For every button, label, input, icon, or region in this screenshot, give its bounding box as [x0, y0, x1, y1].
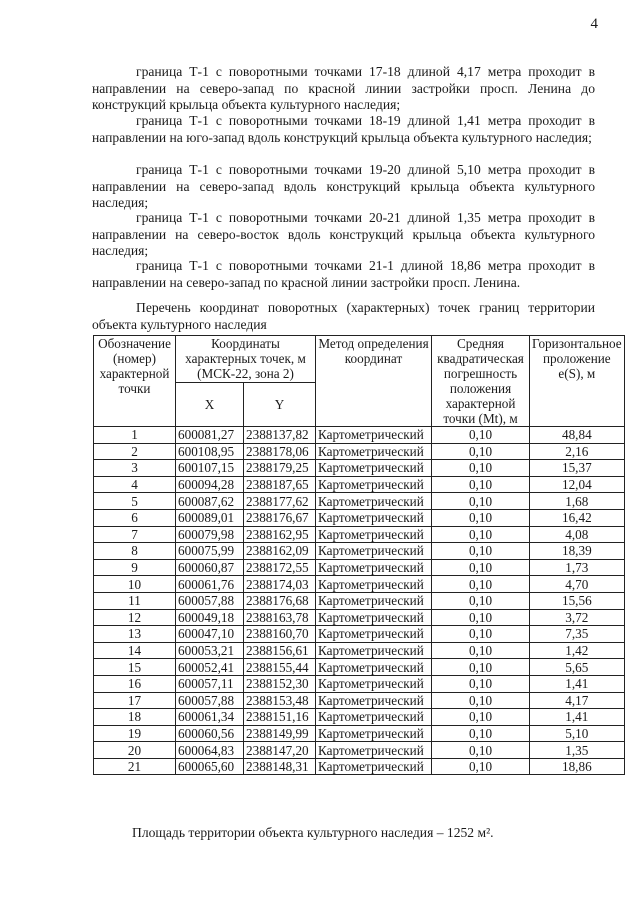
cell-y: 2388137,82 [244, 427, 316, 444]
cell-method: Картометрический [316, 592, 432, 609]
table-caption: Перечень координат поворотных (характерных) точек границ территории объекта культурного наследия [92, 300, 595, 332]
cell-method: Картометрический [316, 493, 432, 510]
cell-error: 0,10 [432, 592, 530, 609]
table-row [94, 692, 625, 709]
cell-error: 0,10 [432, 559, 530, 576]
cell-distance: 1,41 [530, 709, 625, 726]
cell-point: 2 [94, 443, 176, 460]
cell-method: Картометрический [316, 709, 432, 726]
cell-error: 0,10 [432, 642, 530, 659]
cell-method: Картометрический [316, 758, 432, 775]
table-row [94, 443, 625, 460]
cell-point: 21 [94, 758, 176, 775]
cell-method: Картометрический [316, 675, 432, 692]
cell-x: 600047,10 [176, 626, 244, 643]
cell-x: 600089,01 [176, 509, 244, 526]
cell-x: 600052,41 [176, 659, 244, 676]
table-row [94, 758, 625, 775]
cell-y: 2388176,67 [244, 509, 316, 526]
cell-distance: 4,70 [530, 576, 625, 593]
header-coordinates: Координаты характерных точек, м (МСК-22, зона 2) [176, 336, 316, 383]
cell-y: 2388156,61 [244, 642, 316, 659]
cell-method: Картометрический [316, 476, 432, 493]
cell-error: 0,10 [432, 443, 530, 460]
cell-point: 1 [94, 427, 176, 444]
cell-point: 3 [94, 460, 176, 477]
cell-error: 0,10 [432, 476, 530, 493]
header-x: X [176, 383, 244, 427]
cell-error: 0,10 [432, 526, 530, 543]
cell-method: Картометрический [316, 427, 432, 444]
cell-x: 600107,15 [176, 460, 244, 477]
cell-x: 600053,21 [176, 642, 244, 659]
header-method: Метод определения координат [316, 336, 432, 427]
table-row [94, 592, 625, 609]
cell-x: 600060,87 [176, 559, 244, 576]
table-row [94, 543, 625, 560]
cell-distance: 4,08 [530, 526, 625, 543]
paragraph-boundary-18-19: граница Т-1 с поворотными точками 18-19 длиной 1,41 метра проходит в направлении на юго-запад вдоль конструкций крыльца объекта культурного наследия; [92, 113, 595, 145]
table-row [94, 642, 625, 659]
cell-error: 0,10 [432, 675, 530, 692]
area-statement: Площадь территории объекта культурного наследия – 1252 м². [132, 825, 494, 840]
cell-y: 2388155,44 [244, 659, 316, 676]
cell-distance: 18,39 [530, 543, 625, 560]
cell-error: 0,10 [432, 576, 530, 593]
table-row [94, 709, 625, 726]
cell-point: 5 [94, 493, 176, 510]
cell-point: 19 [94, 725, 176, 742]
paragraph-boundary-21-1: граница Т-1 с поворотными точками 21-1 длиной 18,86 метра проходит в направлении на северо-запад по красной линии застройки просп. Ленина. [92, 258, 595, 290]
cell-point: 11 [94, 592, 176, 609]
cell-method: Картометрический [316, 509, 432, 526]
cell-method: Картометрический [316, 576, 432, 593]
cell-point: 16 [94, 675, 176, 692]
cell-method: Картометрический [316, 526, 432, 543]
cell-y: 2388162,09 [244, 543, 316, 560]
cell-method: Картометрический [316, 692, 432, 709]
cell-distance: 1,73 [530, 559, 625, 576]
cell-distance: 2,16 [530, 443, 625, 460]
cell-point: 15 [94, 659, 176, 676]
cell-y: 2388179,25 [244, 460, 316, 477]
cell-point: 9 [94, 559, 176, 576]
table-row [94, 576, 625, 593]
cell-distance: 5,65 [530, 659, 625, 676]
table-row [94, 659, 625, 676]
cell-point: 4 [94, 476, 176, 493]
cell-y: 2388174,03 [244, 576, 316, 593]
cell-distance: 15,37 [530, 460, 625, 477]
cell-distance: 5,10 [530, 725, 625, 742]
paragraph-boundary-17-18: граница Т-1 с поворотными точками 17-18 длиной 4,17 метра проходит в направлении на северо-запад по красной линии застройки просп. Ленина до конструкций крыльца объекта культурного наследия; [92, 64, 595, 112]
cell-x: 600061,34 [176, 709, 244, 726]
cell-y: 2388151,16 [244, 709, 316, 726]
cell-method: Картометрический [316, 460, 432, 477]
cell-method: Картометрический [316, 659, 432, 676]
cell-x: 600108,95 [176, 443, 244, 460]
cell-error: 0,10 [432, 709, 530, 726]
header-point: Обозначение (номер) характерной точки [94, 336, 176, 427]
cell-distance: 16,42 [530, 509, 625, 526]
cell-error: 0,10 [432, 742, 530, 759]
cell-method: Картометрический [316, 443, 432, 460]
cell-point: 6 [94, 509, 176, 526]
cell-error: 0,10 [432, 659, 530, 676]
cell-x: 600079,98 [176, 526, 244, 543]
cell-point: 13 [94, 626, 176, 643]
cell-point: 10 [94, 576, 176, 593]
table-row [94, 742, 625, 759]
cell-point: 12 [94, 609, 176, 626]
cell-x: 600057,88 [176, 692, 244, 709]
cell-error: 0,10 [432, 692, 530, 709]
cell-point: 8 [94, 543, 176, 560]
cell-x: 600057,88 [176, 592, 244, 609]
cell-distance: 1,68 [530, 493, 625, 510]
cell-distance: 12,04 [530, 476, 625, 493]
cell-error: 0,10 [432, 427, 530, 444]
cell-x: 600064,83 [176, 742, 244, 759]
paragraph-boundary-19-20: граница Т-1 с поворотными точками 19-20 длиной 5,10 метра проходит в направлении на северо-запад вдоль конструкций крыльца объекта культурного наследия; [92, 162, 595, 210]
cell-y: 2388176,68 [244, 592, 316, 609]
paragraph-boundary-20-21: граница Т-1 с поворотными точками 20-21 длиной 1,35 метра проходит в направлении на северо-восток вдоль конструкций крыльца объекта культурного наследия; [92, 210, 595, 258]
cell-error: 0,10 [432, 460, 530, 477]
cell-distance: 7,35 [530, 626, 625, 643]
cell-y: 2388148,31 [244, 758, 316, 775]
header-y: Y [244, 383, 316, 427]
cell-error: 0,10 [432, 493, 530, 510]
cell-y: 2388147,20 [244, 742, 316, 759]
header-distance: Горизонтальное проложение e(S), м [530, 336, 625, 427]
table-row [94, 526, 625, 543]
cell-y: 2388149,99 [244, 725, 316, 742]
cell-y: 2388152,30 [244, 675, 316, 692]
table-row [94, 725, 625, 742]
cell-x: 600081,27 [176, 427, 244, 444]
cell-method: Картометрический [316, 642, 432, 659]
cell-distance: 3,72 [530, 609, 625, 626]
table-row [94, 476, 625, 493]
cell-x: 600057,11 [176, 675, 244, 692]
cell-x: 600049,18 [176, 609, 244, 626]
cell-error: 0,10 [432, 509, 530, 526]
cell-x: 600060,56 [176, 725, 244, 742]
cell-method: Картометрический [316, 626, 432, 643]
cell-distance: 1,41 [530, 675, 625, 692]
table-row [94, 609, 625, 626]
cell-method: Картометрический [316, 543, 432, 560]
cell-y: 2388160,70 [244, 626, 316, 643]
table-row [94, 460, 625, 477]
cell-distance: 48,84 [530, 427, 625, 444]
table-row [94, 427, 625, 444]
cell-y: 2388172,55 [244, 559, 316, 576]
cell-point: 20 [94, 742, 176, 759]
cell-point: 18 [94, 709, 176, 726]
cell-y: 2388177,62 [244, 493, 316, 510]
cell-x: 600087,62 [176, 493, 244, 510]
cell-x: 600094,28 [176, 476, 244, 493]
table-row [94, 626, 625, 643]
cell-distance: 18,86 [530, 758, 625, 775]
page-number: 4 [590, 16, 598, 32]
cell-method: Картометрический [316, 725, 432, 742]
cell-y: 2388153,48 [244, 692, 316, 709]
cell-y: 2388178,06 [244, 443, 316, 460]
cell-distance: 4,17 [530, 692, 625, 709]
cell-method: Картометрический [316, 559, 432, 576]
cell-distance: 1,42 [530, 642, 625, 659]
cell-point: 14 [94, 642, 176, 659]
cell-method: Картометрический [316, 609, 432, 626]
cell-x: 600065,60 [176, 758, 244, 775]
cell-point: 7 [94, 526, 176, 543]
cell-distance: 1,35 [530, 742, 625, 759]
table-row [94, 675, 625, 692]
cell-y: 2388187,65 [244, 476, 316, 493]
coordinates-table [93, 335, 625, 775]
cell-error: 0,10 [432, 758, 530, 775]
table-row [94, 559, 625, 576]
table-row [94, 509, 625, 526]
cell-error: 0,10 [432, 725, 530, 742]
cell-error: 0,10 [432, 609, 530, 626]
cell-y: 2388162,95 [244, 526, 316, 543]
header-error: Средняя квадратическая погрешность положения характерной точки (Mt), м [432, 336, 530, 427]
cell-x: 600075,99 [176, 543, 244, 560]
cell-method: Картометрический [316, 742, 432, 759]
cell-y: 2388163,78 [244, 609, 316, 626]
cell-distance: 15,56 [530, 592, 625, 609]
cell-point: 17 [94, 692, 176, 709]
table-row [94, 493, 625, 510]
cell-error: 0,10 [432, 543, 530, 560]
cell-error: 0,10 [432, 626, 530, 643]
cell-x: 600061,76 [176, 576, 244, 593]
